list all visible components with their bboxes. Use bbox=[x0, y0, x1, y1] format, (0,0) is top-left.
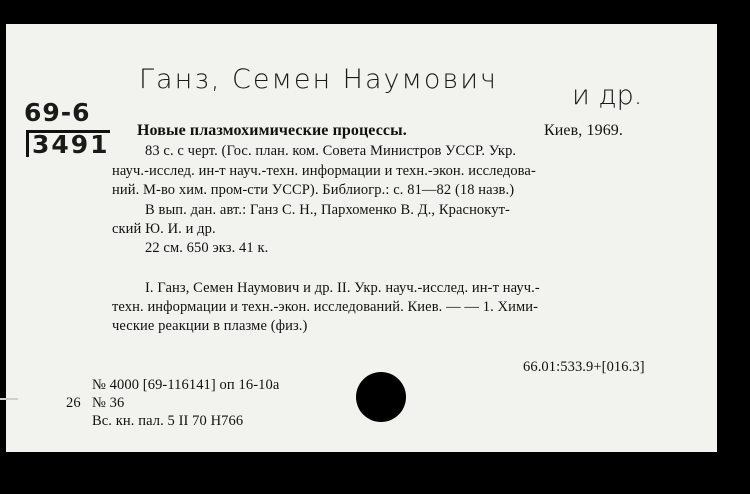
collation-line-4: В вып. дан. авт.: Ганз С. Н., Пархоменко В. Д., Краснокут- bbox=[145, 202, 510, 218]
handwritten-code-top: 69-6 bbox=[24, 98, 91, 127]
collation-line-5: ский Ю. И. и др. bbox=[112, 221, 216, 237]
place-year: Киев, 1969. bbox=[544, 122, 623, 139]
catalog-card bbox=[6, 24, 717, 452]
collation-line-3: ний. М-во хим. пром-сти УССР). Библиогр.: с. 81—82 (18 назв.) bbox=[112, 182, 515, 198]
collation-line-2: науч.-исслед. ин-т науч.-техн. информации и техн.-экон. исследова- bbox=[112, 163, 536, 179]
handwritten-code-bottom: 3491 bbox=[26, 130, 110, 157]
issue-number: № 36 bbox=[92, 395, 125, 411]
title-line: Новые плазмохимические процессы. bbox=[137, 122, 407, 139]
punch-hole bbox=[356, 372, 406, 422]
record-number: № 4000 [69-116141] оп 16-10а bbox=[92, 377, 280, 393]
collation-line-1: 83 с. с черт. (Гос. план. ком. Совета Министров УССР. Укр. bbox=[145, 143, 517, 159]
footer-line: Вс. кн. пал. 5 II 70 Н766 bbox=[92, 413, 244, 429]
subject-line-2: техн. информации и техн.-экон. исследований. Киев. — — 1. Хими- bbox=[112, 299, 539, 315]
subject-line-3: ческие реакции в плазме (физ.) bbox=[112, 318, 308, 334]
subject-line-1: I. Ганз, Семен Наумович и др. II. Укр. науч.-исслед. ин-т науч.- bbox=[145, 280, 540, 296]
handwritten-author: Ганз, Семен Наумович bbox=[139, 64, 498, 95]
collation-line-6: 22 см. 650 экз. 41 к. bbox=[145, 240, 269, 256]
classification: 66.01:533.9+[016.3] bbox=[523, 359, 645, 375]
handwritten-suffix: и др. bbox=[572, 80, 643, 111]
edge-mark bbox=[0, 398, 18, 400]
number-26: 26 bbox=[66, 395, 81, 411]
